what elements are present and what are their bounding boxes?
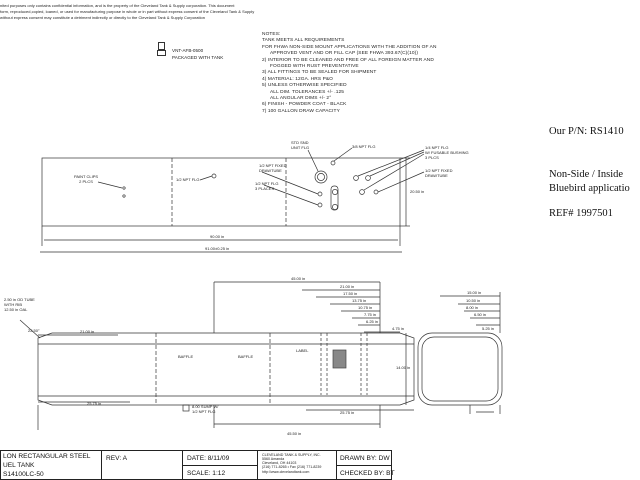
note-line: 5) UNLESS OTHERWISE SPECIFIED <box>262 83 347 89</box>
quarter-npt-flange <box>366 176 371 181</box>
disclaimer-line-2: form, reproduced,copied, loaned, or used for manufacturing purpose in whole or in part without express consent of the Cleveland Tank & Supply <box>0 9 255 14</box>
dim-14-label: 14.00 in <box>396 365 411 370</box>
company-cell <box>257 450 337 480</box>
dim-6-25-label: 6.25 in <box>366 319 379 324</box>
note-line: FOGGED WITH RUST PREVENTATIVE <box>270 64 359 70</box>
notes-heading: NOTES: <box>262 32 281 37</box>
sump-label: 8.00 SUMP W/ 1/2 NPT FLG <box>192 404 219 414</box>
npt-half-flange <box>318 192 322 196</box>
end-dim-15-label: 15.00 in <box>467 290 482 295</box>
note-line: 3) ALL FITTINGS TO BE SEALED FOR SHIPMENT <box>262 70 377 76</box>
dim-25-75-label: 25.75 in <box>340 410 355 415</box>
end-dim-10-50-label: 10.50 in <box>466 298 481 303</box>
leader <box>370 152 424 176</box>
label-callout: LABEL <box>296 348 309 353</box>
our-part-number: Our P/N: RS1410 <box>549 126 624 137</box>
leader <box>308 150 318 171</box>
application-line-2: Bluebird applicatio <box>549 183 630 194</box>
dim-45-50-label: 45.50 in <box>287 431 302 436</box>
reference-number: REF# 1997501 <box>549 208 613 219</box>
right-drawtube-flange <box>374 190 378 194</box>
title-line-1: LON RECTANGULAR STEEL <box>3 453 91 460</box>
drawn-cell <box>336 450 392 466</box>
note-line: 4) MATERIAL: 12GA. HRS P&O <box>262 76 334 82</box>
leader <box>200 176 212 180</box>
sump-fitting <box>183 405 189 411</box>
paint-clips-label: PAINT CLIPS 2 PLCS <box>74 174 99 184</box>
dim-10-75-label: 10.75 in <box>358 305 373 310</box>
sender-unit-flange <box>315 171 327 183</box>
leader <box>98 182 122 188</box>
company-info: CLEVELAND TANK & SUPPLY, INC. 5560 Amanda Cleveland, OH 44103 (216) 771-8265 • Fax (216) 771-8239 http://www.clevelandtank.com <box>262 453 322 474</box>
right-drawtube-label: 1/2 NPT FIXED DRAWTUBE <box>425 168 453 178</box>
rev-cell <box>101 450 183 480</box>
note-line: FOR FHWA NON-SIDE MOUNT APPLICATIONS WITH THE ADDITION OF AN <box>262 44 437 50</box>
angle-label: 22.50° <box>28 328 40 333</box>
date-cell <box>182 450 258 466</box>
fixed-drawtube-label: 1/2 NPT FIXED DRAWTUBE <box>259 163 287 173</box>
drawing-scale: SCALE: 1:12 <box>187 470 226 477</box>
leader <box>358 150 424 176</box>
paint-clip <box>123 195 125 197</box>
end-dim-6-50-label: 6.50 in <box>474 312 487 317</box>
end-dim-8-label: 8.00 in <box>466 305 479 310</box>
checked-by: CHECKED BY: BT <box>340 470 395 477</box>
leader <box>364 154 424 190</box>
od-tube-label: 2.50 in OD TUBE WITH RIB 12.50 in OAL <box>4 297 35 312</box>
baffle-label-2: BAFFLE <box>238 354 254 359</box>
drawtube-flange <box>332 204 337 209</box>
revision: REV: A <box>106 455 128 462</box>
top-fitting <box>212 174 216 178</box>
note-line: APPROVED VENT AND OR FILL CAP (SEE FHWA 393.67(C)(10)) <box>270 51 419 57</box>
note-line: 7) 100 GALLON DRAW CAPACITY <box>262 108 340 114</box>
half-npt-label: 1/2 NPT FLG <box>176 177 200 182</box>
dim-7-75-label: 7.75 in <box>364 312 377 317</box>
note-line: 2) INTERIOR TO BE CLEANED AND FREE OF ALL FOREIGN MATTER AND <box>262 57 434 63</box>
scale-cell <box>182 465 258 480</box>
paint-clip <box>123 187 125 189</box>
vent-part-number: VNT-AFB-0500 <box>172 48 204 53</box>
leader <box>334 148 352 161</box>
dim-21-label: 21.00 in <box>340 284 355 289</box>
inner-width-label: 90.00 in <box>210 234 225 239</box>
half-npt-three-places-label: 1/2 NPT FLG 3 PLACES <box>255 181 279 191</box>
drawing-part-number: S14100LC-50 <box>3 471 44 478</box>
drawn-by: DRAWN BY: DW <box>340 455 390 462</box>
note-line: ALL DIM. TOLERANCES +/- .125 <box>270 89 345 95</box>
drawing-date: DATE: 8/11/09 <box>187 455 230 462</box>
dim-4-75-label: 4.75 in <box>392 326 405 331</box>
dim-25-75-left-label: 25.75 in <box>87 401 102 406</box>
disclaimer-line-1: nited purposes only contains confidential information, and is the property of the Cleveland Tank & Supply corporation. This document <box>0 3 235 8</box>
dim-45-label: 45.00 in <box>291 276 306 281</box>
sender-unit-label: STD SND UNIT FLG <box>291 140 310 150</box>
end-view-outline <box>418 333 502 405</box>
dim-21-left-label: 21.00 in <box>80 329 95 334</box>
dim-17-50-label: 17.50 in <box>343 291 358 296</box>
note-line: ALL ANGULAR DIMS +/- 2° <box>270 96 332 102</box>
checked-cell <box>336 465 395 480</box>
title-line-2: UEL TANK <box>3 462 35 469</box>
quarter-npt-flange <box>360 190 365 195</box>
three-eighths-npt-label: 3/8 NPT FLG <box>352 144 376 149</box>
application-line-1: Non-Side / Inside <box>549 169 624 180</box>
height-dim-label: 20.50 in <box>410 189 425 194</box>
quarter-npt-flange <box>354 176 359 181</box>
top-view-outline <box>42 158 400 226</box>
quarter-npt-label: 1/4 NPT FLG W/ FUSABLE BUSHING 3 PLCS <box>425 145 469 160</box>
drawtube-flange <box>332 189 337 194</box>
title-cell <box>0 450 102 480</box>
disclaimer-line-3: without express consent may constitute a detriment indirectly or directly to the Cleveland Tank & Supply Corporation <box>0 15 205 20</box>
npt-38-flange <box>331 161 335 165</box>
baffle-label-1: BAFFLE <box>178 354 194 359</box>
dim-13-75-label: 13.75 in <box>352 298 367 303</box>
note-line: 6) FINISH - POWDER COAT - BLACK <box>262 102 347 108</box>
end-dim-5-25-label: 5.25 in <box>482 326 495 331</box>
overall-width-label: 91.00±0.25 in <box>205 246 230 251</box>
label-plate <box>333 350 346 368</box>
vent-packaged-note: PACKAGED WITH TANK <box>172 55 224 60</box>
npt-half-flange <box>318 203 322 207</box>
note-line: TANK MEETS ALL REQUIREMENTS <box>262 38 345 44</box>
